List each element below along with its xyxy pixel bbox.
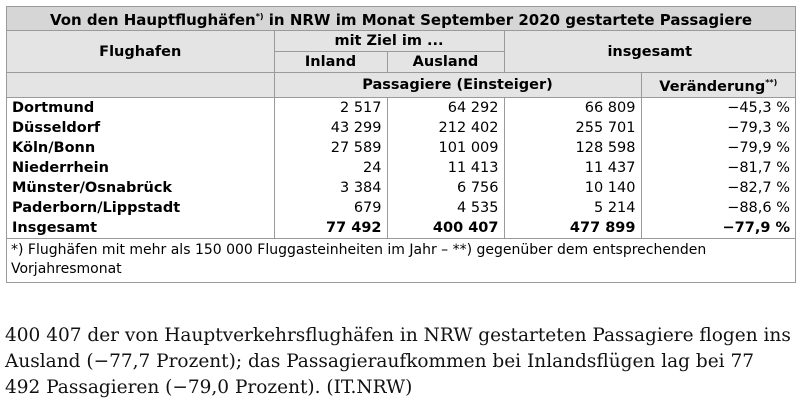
total-veraenderung: −77,9 % — [641, 218, 795, 238]
header-veraenderung — [641, 73, 795, 98]
passenger-table-box — [6, 6, 796, 283]
row-inland: 679 — [274, 198, 387, 218]
row-airport: Dortmund — [12, 99, 95, 116]
header-mit-ziel: mit Ziel im ... — [274, 31, 504, 52]
row-airport: Köln/Bonn — [12, 139, 96, 156]
header-empty — [7, 73, 274, 98]
table-row — [7, 97, 795, 118]
row-veraenderung: −81,7 % — [641, 158, 795, 178]
table-footnote: *) Flughäfen mit mehr als 150 000 Fluggasteinheiten im Jahr – **) gegenüber dem entsprechenden Vorjahresmonat — [7, 238, 795, 282]
table-title-rest: in NRW im Monat September 2020 gestartete Passagiere — [263, 11, 753, 29]
row-ausland: 212 402 — [387, 118, 504, 138]
total-row — [7, 218, 795, 238]
row-ausland: 6 756 — [387, 178, 504, 198]
total-insgesamt: 477 899 — [504, 218, 641, 238]
header-ausland: Ausland — [387, 52, 504, 73]
row-veraenderung: −45,3 % — [641, 97, 795, 118]
row-veraenderung: −88,6 % — [641, 198, 795, 218]
table-title — [7, 7, 795, 31]
row-veraenderung: −82,7 % — [641, 178, 795, 198]
body-paragraph: 400 407 der von Hauptverkehrsflughäfen in NRW gestarteten Passagiere flogen ins Ausland (−77,7 Prozent); das Passagieraufkommen bei Inlandsflügen lag bei 77 492 Passagieren (−79,0 Prozent). (IT.NRW) — [5, 325, 791, 398]
row-veraenderung: −79,3 % — [641, 118, 795, 138]
table-row — [7, 158, 795, 178]
row-airport: Paderborn/Lippstadt — [12, 199, 181, 216]
table-row — [7, 118, 795, 138]
row-insgesamt: 10 140 — [504, 178, 641, 198]
row-ausland: 101 009 — [387, 138, 504, 158]
table-row — [7, 198, 795, 218]
row-insgesamt: 11 437 — [504, 158, 641, 178]
row-airport: Düsseldorf — [12, 119, 101, 136]
table-title-footnote-mark: *) — [255, 12, 264, 21]
table-row — [7, 178, 795, 198]
row-inland: 27 589 — [274, 138, 387, 158]
total-inland: 77 492 — [274, 218, 387, 238]
row-airport: Münster/Osnabrück — [12, 179, 173, 196]
row-insgesamt: 5 214 — [504, 198, 641, 218]
row-insgesamt: 255 701 — [504, 118, 641, 138]
row-veraenderung: −79,9 % — [641, 138, 795, 158]
row-insgesamt: 66 809 — [504, 97, 641, 118]
header-veraenderung-mark: **) — [765, 78, 778, 87]
row-inland: 3 384 — [274, 178, 387, 198]
row-inland: 43 299 — [274, 118, 387, 138]
total-ausland: 400 407 — [387, 218, 504, 238]
total-label: Insgesamt — [12, 219, 98, 236]
row-ausland: 11 413 — [387, 158, 504, 178]
passenger-table — [7, 7, 795, 238]
row-inland: 24 — [274, 158, 387, 178]
table-row — [7, 138, 795, 158]
row-ausland: 64 292 — [387, 97, 504, 118]
header-flughafen: Flughafen — [7, 31, 274, 73]
row-airport: Niederrhein — [12, 159, 109, 176]
table-title-main: Von den Hauptflughäfen — [49, 11, 256, 29]
header-insgesamt: insgesamt — [504, 31, 795, 73]
header-inland: Inland — [274, 52, 387, 73]
row-ausland: 4 535 — [387, 198, 504, 218]
header-passagiere: Passagiere (Einsteiger) — [274, 73, 641, 98]
header-veraenderung-label: Veränderung — [659, 78, 766, 95]
row-inland: 2 517 — [274, 97, 387, 118]
row-insgesamt: 128 598 — [504, 138, 641, 158]
